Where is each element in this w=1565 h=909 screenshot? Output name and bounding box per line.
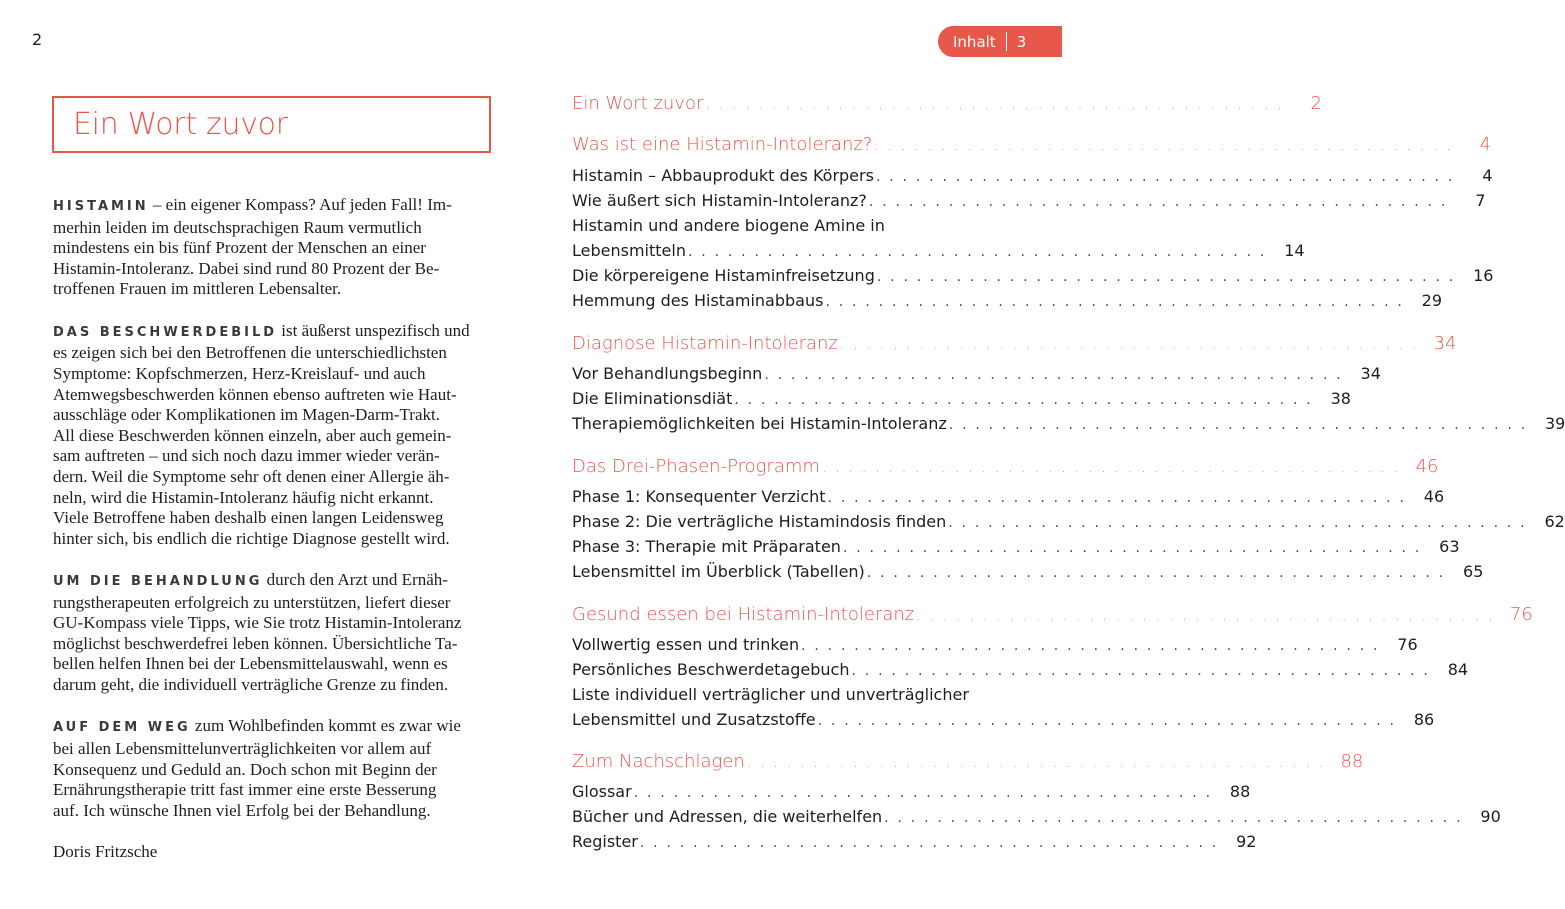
toc-entry-title: Das Drei-Phasen-Programm bbox=[572, 456, 820, 477]
paragraph: DAS BESCHWERDEBILD ist äußerst unspezifisch und es zeigen sich bei den Betroffenen die unterschiedlichsten Symptome: Kopfschmerzen, Herz-Kreislauf- und auch Atemwegsbeschwerden können ebenso auftreten wie Haut- ausschläge oder Komplikationen im Magen-Darm-Trakt. All diese Beschwerden können einzeln, aber auch gemein- sam auftreten – und sich noch dazu immer wieder verän- dern. Weil die Symptome sehr oft denen einer Allergie äh- neln, wird die Histamin-Intoleranz häufig nicht erkannt. Viele Betroffene haben deshalb einen langen Leidensweg hinter sich, bis endlich die richtige Diagnose gestellt wird. bbox=[53, 320, 470, 548]
toc-entry-title: Phase 3: Therapie mit Präparaten bbox=[572, 537, 841, 556]
toc-leader-dots: . . . . . . . . . . . . . . . . . . . . . . . . . . . . . . . . . . . . . . . . . . . . bbox=[801, 638, 1380, 654]
tab-divider bbox=[1006, 32, 1007, 51]
paragraph-lead: HISTAMIN bbox=[53, 199, 149, 214]
toc-entry bbox=[572, 386, 1351, 413]
toc-entry bbox=[572, 829, 1257, 856]
right-page-number: 3 bbox=[1016, 32, 1027, 51]
paragraph: HISTAMIN – ein eigener Kompass? Auf jeden Fall! Im- merhin leiden im deutschsprachigen Raum vermutlich mindestens ein bis fünf Prozent der Menschen an einer Histamin-Intoleranz. Dabei sind rund 80 Prozent der Be- troffenen Frauen im mittleren Lebensalter. bbox=[53, 195, 452, 299]
toc-leader-dots: . . . . . . . . . . . . . . . . . . . . . . . . . . . . . . . . . . . . . . . . . . . . bbox=[948, 515, 1527, 531]
toc-entry-title: Diagnose Histamin-Intoleranz bbox=[572, 333, 838, 354]
toc-page-number: 62 bbox=[1544, 512, 1565, 531]
toc-leader-dots: . . . . . . . . . . . . . . . . . . . . . . . . . . . . . . . . . . . . . . . . . . . . bbox=[875, 169, 1455, 185]
toc-page-number: 84 bbox=[1447, 660, 1469, 679]
toc-entry-title: Persönliches Beschwerdetagebuch bbox=[572, 660, 850, 679]
toc-page-number: 34 bbox=[1433, 333, 1457, 354]
preface-text bbox=[53, 195, 493, 884]
toc-page-number: 34 bbox=[1360, 364, 1381, 383]
contents-tab-label: Inhalt bbox=[953, 32, 996, 51]
preface-title: Ein Wort zuvor bbox=[52, 96, 491, 153]
toc-page-number: 29 bbox=[1421, 291, 1443, 310]
toc-page-number: 90 bbox=[1480, 807, 1501, 826]
toc-entry-title: Liste individuell verträglicher und unverträglicher bbox=[572, 685, 969, 704]
toc-leader-dots: . . . . . . . . . . . . . . . . . . . . . . . . . . . . . . . . . . . . . . . . . . . . bbox=[705, 97, 1284, 113]
toc-chapter bbox=[572, 132, 1491, 159]
toc-entry-title: Phase 2: Die verträgliche Histamindosis finden bbox=[572, 512, 947, 531]
author-name: Doris Fritzsche bbox=[53, 842, 158, 862]
paragraph: UM DIE BEHANDLUNG durch den Arzt und Ernäh- rungstherapeuten erfolgreich zu unterstützen, liefert dieser GU-Kompass viele Tipps, wie Sie trotz Histamin-Intoleranz möglichst beschwerdefrei leben können. Übersichtliche Ta- bellen helfen Ihnen bei der Lebensmittelauswahl, wenn es darum geht, die individuell verträgliche Grenze zu finden. bbox=[53, 570, 462, 695]
toc-page-number: 76 bbox=[1509, 604, 1533, 625]
toc-leader-dots: . . . . . . . . . . . . . . . . . . . . . . . . . . . . . . . . . . . . . . . . . . . . bbox=[868, 194, 1448, 210]
toc-page-number: 63 bbox=[1439, 537, 1460, 556]
toc-page-number: 46 bbox=[1415, 456, 1439, 477]
toc-chapter bbox=[572, 602, 1533, 629]
toc-entry bbox=[572, 238, 1305, 265]
toc-entry bbox=[572, 559, 1484, 586]
toc-entry bbox=[572, 779, 1251, 806]
toc-entry-title: Vor Behandlungsbeginn bbox=[572, 364, 763, 383]
left-page-number: 2 bbox=[32, 30, 43, 49]
toc-leader-dots: . . . . . . . . . . . . . . . . . . . . . . . . . . . . . . . . . . . . . . . . . . . . bbox=[916, 608, 1495, 624]
toc-chapter bbox=[572, 91, 1322, 118]
toc-entry-title: Gesund essen bei Histamin-Intoleranz bbox=[572, 604, 915, 625]
toc-entry bbox=[572, 213, 1010, 238]
toc-page-number: 38 bbox=[1330, 389, 1351, 408]
toc-entry-title: Hemmung des Histaminabbaus bbox=[572, 291, 824, 310]
toc-leader-dots: . . . . . . . . . . . . . . . . . . . . . . . . . . . . . . . . . . . . . . . . . . . . bbox=[948, 417, 1528, 433]
toc-entry-title: Phase 1: Konsequenter Verzicht bbox=[572, 487, 826, 506]
toc-page-number: 4 bbox=[1482, 166, 1493, 185]
toc-leader-dots: . . . . . . . . . . . . . . . . . . . . . . . . . . . . . . . . . . . . . . . . . . . . bbox=[746, 755, 1326, 771]
toc-entry-title: Register bbox=[572, 832, 638, 851]
toc-entry-title: Was ist eine Histamin-Intoleranz? bbox=[572, 134, 873, 155]
toc-entry-title: Bücher und Adressen, die weiterhelfen bbox=[572, 807, 883, 826]
toc-entry bbox=[572, 484, 1445, 511]
toc-entry-title: Die Eliminationsdiät bbox=[572, 389, 733, 408]
toc-leader-dots: . . . . . . . . . . . . . . . . . . . . . . . . . . . . . . . . . . . . . . . . . . . . bbox=[734, 392, 1313, 408]
contents-tab bbox=[938, 26, 1062, 57]
toc-entry-title: Histamin und andere biogene Amine in bbox=[572, 216, 885, 235]
toc-page-number: 46 bbox=[1423, 487, 1445, 506]
toc-leader-dots: . . . . . . . . . . . . . . . . . . . . . . . . . . . . . . . . . . . . . . . . . . . . bbox=[851, 663, 1431, 679]
toc-entry bbox=[572, 163, 1493, 190]
toc-leader-dots: . . . . . . . . . . . . . . . . . . . . . . . . . . . . . . . . . . . . . . . . . . . . bbox=[842, 540, 1422, 556]
toc-leader-dots: . . . . . . . . . . . . . . . . . . . . . . . . . . . . . . . . . . . . . . . . . . . . bbox=[825, 294, 1405, 310]
toc-entry-title: Glossar bbox=[572, 782, 632, 801]
toc-entry bbox=[572, 534, 1460, 561]
toc-page-number: 7 bbox=[1475, 191, 1486, 210]
toc-leader-dots: . . . . . . . . . . . . . . . . . . . . . . . . . . . . . . . . . . . . . . . . . . . . bbox=[821, 460, 1401, 476]
toc-entry bbox=[572, 361, 1381, 388]
toc-chapter bbox=[572, 749, 1364, 776]
toc-entry bbox=[572, 804, 1501, 831]
toc-leader-dots: . . . . . . . . . . . . . . . . . . . . . . . . . . . . . . . . . . . . . . . . . . . . bbox=[876, 269, 1456, 285]
paragraph-lead: AUF DEM WEG bbox=[53, 720, 191, 736]
toc-leader-dots: . . . . . . . . . . . . . . . . . . . . . . . . . . . . . . . . . . . . . . . . . . . . bbox=[827, 490, 1407, 506]
toc-entry-title: Therapiemöglichkeiten bei Histamin-Intoleranz bbox=[572, 414, 947, 433]
toc-page-number: 88 bbox=[1229, 782, 1251, 801]
toc-entry bbox=[572, 263, 1494, 290]
toc-page-number: 65 bbox=[1463, 562, 1484, 581]
toc-page-number: 76 bbox=[1397, 635, 1418, 654]
toc-page-number: 14 bbox=[1284, 241, 1305, 260]
toc-page-number: 39 bbox=[1545, 414, 1565, 433]
toc-leader-dots: . . . . . . . . . . . . . . . . . . . . . . . . . . . . . . . . . . . . . . . . . . . . bbox=[633, 785, 1213, 801]
toc-page-number: 16 bbox=[1473, 266, 1494, 285]
toc-entry bbox=[572, 707, 1435, 734]
toc-entry-title: Vollwertig essen und trinken bbox=[572, 635, 800, 654]
toc-entry bbox=[572, 632, 1418, 659]
toc-chapter bbox=[572, 454, 1439, 481]
toc-entry bbox=[572, 509, 1565, 536]
toc-entry-title: Histamin – Abbauprodukt des Körpers bbox=[572, 166, 874, 185]
toc-entry-title: Lebensmittel im Überblick (Tabellen) bbox=[572, 562, 865, 581]
toc-entry-title: Wie äußert sich Histamin-Intoleranz? bbox=[572, 191, 867, 210]
toc-entry bbox=[572, 682, 1010, 707]
toc-leader-dots: . . . . . . . . . . . . . . . . . . . . . . . . . . . . . . . . . . . . . . . . . . . . bbox=[639, 835, 1219, 851]
toc-entry-title: Lebensmittel und Zusatzstoffe bbox=[572, 710, 816, 729]
toc-page-number: 92 bbox=[1236, 832, 1257, 851]
toc-entry bbox=[572, 657, 1469, 684]
toc-leader-dots: . . . . . . . . . . . . . . . . . . . . . . . . . . . . . . . . . . . . . . . . . . . . bbox=[866, 565, 1446, 581]
toc-page-number: 2 bbox=[1310, 93, 1322, 114]
toc-entry bbox=[572, 188, 1486, 215]
toc-page-number: 4 bbox=[1479, 134, 1491, 155]
toc-leader-dots: . . . . . . . . . . . . . . . . . . . . . . . . . . . . . . . . . . . . . . . . . . . . bbox=[687, 244, 1267, 260]
toc-entry-title: Ein Wort zuvor bbox=[572, 93, 704, 114]
paragraph: AUF DEM WEG zum Wohlbefinden kommt es zwar wie bei allen Lebensmittelunverträglichkeiten vor allem auf Konsequenz und Geduld an. Doch schon mit Beginn der Ernährungstherapie tritt fast immer eine erste Besserung auf. Ich wünsche Ihnen viel Erfolg bei der Behandlung. bbox=[53, 716, 461, 820]
toc-leader-dots: . . . . . . . . . . . . . . . . . . . . . . . . . . . . . . . . . . . . . . . . . . . . bbox=[764, 367, 1343, 383]
toc-entry-title: Die körpereigene Histaminfreisetzung bbox=[572, 266, 875, 285]
paragraph-lead: UM DIE BEHANDLUNG bbox=[53, 574, 263, 590]
toc-leader-dots: . . . . . . . . . . . . . . . . . . . . . . . . . . . . . . . . . . . . . . . . . . . . bbox=[839, 337, 1419, 353]
toc-leader-dots: . . . . . . . . . . . . . . . . . . . . . . . . . . . . . . . . . . . . . . . . . . . . bbox=[874, 138, 1453, 154]
toc-leader-dots: . . . . . . . . . . . . . . . . . . . . . . . . . . . . . . . . . . . . . . . . . . . . bbox=[817, 713, 1397, 729]
toc-page-number: 86 bbox=[1413, 710, 1435, 729]
toc-leader-dots: . . . . . . . . . . . . . . . . . . . . . . . . . . . . . . . . . . . . . . . . . . . . bbox=[884, 810, 1463, 826]
toc-entry-title: Lebensmitteln bbox=[572, 241, 686, 260]
toc-page-number: 88 bbox=[1340, 751, 1364, 772]
toc-chapter bbox=[572, 331, 1457, 358]
toc-entry-title: Zum Nachschlagen bbox=[572, 751, 745, 772]
toc-entry bbox=[572, 411, 1565, 438]
toc-entry bbox=[572, 288, 1443, 315]
paragraph-lead: DAS BESCHWERDEBILD bbox=[53, 324, 278, 340]
